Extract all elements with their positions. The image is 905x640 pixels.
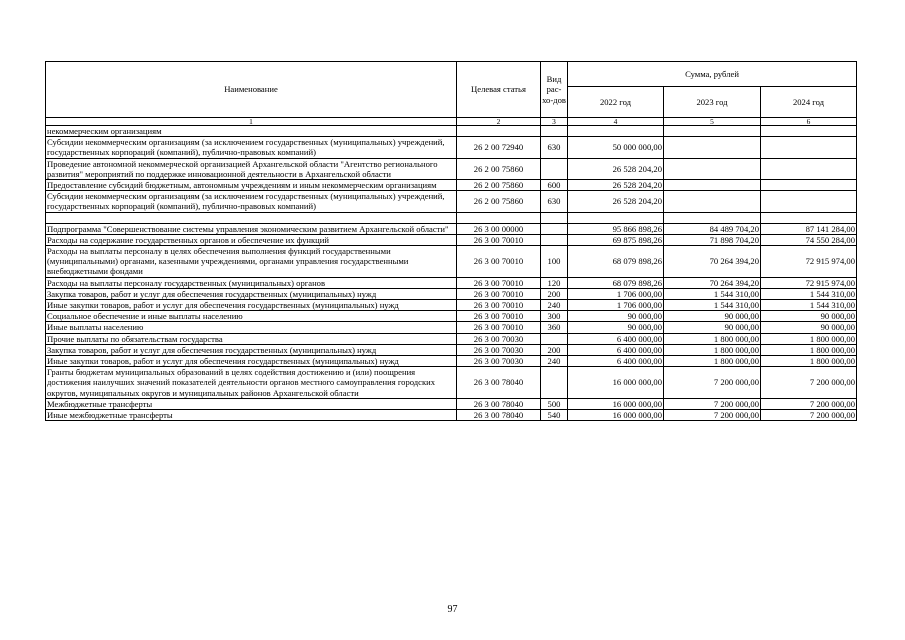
row-amount-2022	[568, 126, 664, 137]
row-amount-2023: 1 544 310,00	[664, 288, 761, 299]
row-amount-2023: 7 200 000,00	[664, 398, 761, 409]
table-row	[46, 410, 857, 421]
row-amount-2023	[664, 126, 761, 137]
row-name: Подпрограмма "Совершенствование системы управления экономическим развитием Архангельской области"	[46, 223, 457, 234]
row-type	[541, 333, 568, 344]
row-amount-2023: 1 800 000,00	[664, 344, 761, 355]
row-type: 630	[541, 191, 568, 212]
row-amount-2022: 6 400 000,00	[568, 344, 664, 355]
row-name: Прочие выплаты по обязательствам государства	[46, 333, 457, 344]
header-name: Наименование	[46, 62, 457, 118]
row-amount-2024: 1 800 000,00	[761, 344, 857, 355]
row-code: 26 3 00 70010	[457, 246, 541, 278]
row-amount-2023: 84 489 704,20	[664, 223, 761, 234]
row-amount-2022: 68 079 898,26	[568, 246, 664, 278]
row-code: 26 3 00 70010	[457, 300, 541, 311]
row-code: 26 3 00 78040	[457, 398, 541, 409]
row-name: Проведение автономной некоммерческой организацией Архангельской области "Агентство регионального развития" мероприятий по поддержке инновационной деятельности в Архангельской области	[46, 158, 457, 179]
row-name: Закупка товаров, работ и услуг для обеспечения государственных (муниципальных) нужд	[46, 344, 457, 355]
table-row	[46, 212, 857, 223]
row-amount-2024	[761, 137, 857, 158]
row-amount-2022: 69 875 898,26	[568, 234, 664, 245]
header-sum: Сумма, рублей	[568, 62, 857, 87]
row-name: Межбюджетные трансферты	[46, 398, 457, 409]
row-name: Субсидии некоммерческим организациям (за исключением государственных (муниципальных) учреждений, государственных корпораций (компаний), публично-правовых компаний)	[46, 137, 457, 158]
row-amount-2024: 1 800 000,00	[761, 356, 857, 367]
row-amount-2023	[664, 137, 761, 158]
row-code: 26 3 00 70010	[457, 277, 541, 288]
row-type	[541, 212, 568, 223]
header-row	[46, 62, 857, 87]
row-amount-2022: 90 000,00	[568, 322, 664, 333]
row-code: 26 2 00 75860	[457, 158, 541, 179]
row-amount-2023: 1 800 000,00	[664, 333, 761, 344]
header-type: Вид рас-хо-дов	[541, 62, 568, 118]
table-row	[46, 322, 857, 333]
row-amount-2022: 16 000 000,00	[568, 398, 664, 409]
row-amount-2022	[568, 212, 664, 223]
table-row	[46, 223, 857, 234]
row-type: 540	[541, 410, 568, 421]
table-row	[46, 300, 857, 311]
row-amount-2023: 7 200 000,00	[664, 367, 761, 399]
row-name: Социальное обеспечение и иные выплаты населению	[46, 311, 457, 322]
table-row	[46, 277, 857, 288]
row-amount-2024: 87 141 284,00	[761, 223, 857, 234]
row-code: 26 3 00 70010	[457, 322, 541, 333]
row-name: Иные выплаты населению	[46, 322, 457, 333]
row-name: Субсидии некоммерческим организациям (за исключением государственных (муниципальных) учреждений, государственных корпораций (компаний), публично-правовых компаний)	[46, 191, 457, 212]
row-amount-2022: 1 706 000,00	[568, 288, 664, 299]
row-amount-2024	[761, 191, 857, 212]
row-amount-2024	[761, 158, 857, 179]
row-code: 26 3 00 70030	[457, 356, 541, 367]
row-name: Закупка товаров, работ и услуг для обеспечения государственных (муниципальных) нужд	[46, 288, 457, 299]
row-amount-2024: 72 915 974,00	[761, 277, 857, 288]
table-row	[46, 398, 857, 409]
header-code: Целевая статья	[457, 62, 541, 118]
row-amount-2024	[761, 212, 857, 223]
table-row	[46, 137, 857, 158]
row-code: 26 3 00 00000	[457, 223, 541, 234]
row-code: 26 3 00 78040	[457, 410, 541, 421]
row-amount-2024	[761, 126, 857, 137]
table-row	[46, 180, 857, 191]
table-row	[46, 356, 857, 367]
row-amount-2022: 1 706 000,00	[568, 300, 664, 311]
row-type: 300	[541, 311, 568, 322]
row-code: 26 3 00 70010	[457, 311, 541, 322]
row-name: Предоставление субсидий бюджетным, автономным учреждениям и иным некоммерческим организациям	[46, 180, 457, 191]
row-amount-2023	[664, 191, 761, 212]
row-amount-2024: 1 544 310,00	[761, 288, 857, 299]
row-name: некоммерческим организациям	[46, 126, 457, 137]
row-type: 240	[541, 356, 568, 367]
row-type: 200	[541, 288, 568, 299]
page-number: 97	[447, 604, 458, 615]
header-year-2022: 2022 год	[568, 87, 664, 118]
row-name: Расходы на содержание государственных органов и обеспечение их функций	[46, 234, 457, 245]
row-code: 26 2 00 75860	[457, 180, 541, 191]
row-amount-2022: 95 866 898,26	[568, 223, 664, 234]
column-number: 2	[457, 118, 541, 126]
row-name: Расходы на выплаты персоналу в целях обеспечения выполнения функций государственными (муниципальными) органами, казенными учреждениями, органами управления государственными внебюджетными фондами	[46, 246, 457, 278]
row-amount-2023: 70 264 394,20	[664, 246, 761, 278]
row-amount-2022: 90 000,00	[568, 311, 664, 322]
table-row	[46, 333, 857, 344]
header-year-2023: 2023 год	[664, 87, 761, 118]
row-name: Иные закупки товаров, работ и услуг для обеспечения государственных (муниципальных) нужд	[46, 300, 457, 311]
table-row	[46, 234, 857, 245]
row-code	[457, 126, 541, 137]
row-amount-2022: 6 400 000,00	[568, 333, 664, 344]
row-amount-2023	[664, 212, 761, 223]
column-numbers-row	[46, 118, 857, 126]
row-amount-2022: 6 400 000,00	[568, 356, 664, 367]
row-amount-2023: 71 898 704,20	[664, 234, 761, 245]
row-amount-2022: 16 000 000,00	[568, 367, 664, 399]
row-type	[541, 158, 568, 179]
row-code: 26 2 00 75860	[457, 191, 541, 212]
row-code: 26 2 00 72940	[457, 137, 541, 158]
row-amount-2023: 90 000,00	[664, 311, 761, 322]
row-amount-2022: 26 528 204,20	[568, 158, 664, 179]
row-amount-2022: 68 079 898,26	[568, 277, 664, 288]
row-name: Расходы на выплаты персоналу государственных (муниципальных) органов	[46, 277, 457, 288]
row-code: 26 3 00 70010	[457, 288, 541, 299]
table-row	[46, 191, 857, 212]
row-amount-2022: 26 528 204,20	[568, 191, 664, 212]
row-amount-2023	[664, 158, 761, 179]
row-code: 26 3 00 70030	[457, 333, 541, 344]
row-type: 500	[541, 398, 568, 409]
row-amount-2022: 16 000 000,00	[568, 410, 664, 421]
row-amount-2024: 7 200 000,00	[761, 398, 857, 409]
row-code: 26 3 00 78040	[457, 367, 541, 399]
row-type	[541, 367, 568, 399]
row-amount-2023: 1 544 310,00	[664, 300, 761, 311]
row-code	[457, 212, 541, 223]
table-row	[46, 288, 857, 299]
row-amount-2024: 7 200 000,00	[761, 367, 857, 399]
row-name	[46, 212, 457, 223]
row-amount-2023: 70 264 394,20	[664, 277, 761, 288]
row-name: Иные межбюджетные трансферты	[46, 410, 457, 421]
table-row	[46, 367, 857, 399]
table-row	[46, 158, 857, 179]
table-body	[46, 126, 857, 421]
table-row	[46, 311, 857, 322]
budget-table	[45, 61, 857, 421]
row-amount-2023: 7 200 000,00	[664, 410, 761, 421]
row-amount-2022: 50 000 000,00	[568, 137, 664, 158]
row-amount-2024: 74 550 284,00	[761, 234, 857, 245]
row-amount-2023: 1 800 000,00	[664, 356, 761, 367]
row-code: 26 3 00 70030	[457, 344, 541, 355]
row-type: 120	[541, 277, 568, 288]
column-number: 3	[541, 118, 568, 126]
row-amount-2024: 1 544 310,00	[761, 300, 857, 311]
row-type: 240	[541, 300, 568, 311]
row-amount-2024: 90 000,00	[761, 322, 857, 333]
row-amount-2022: 26 528 204,20	[568, 180, 664, 191]
row-amount-2024: 90 000,00	[761, 311, 857, 322]
row-amount-2023: 90 000,00	[664, 322, 761, 333]
row-amount-2024: 72 915 974,00	[761, 246, 857, 278]
table-row	[46, 246, 857, 278]
row-code: 26 3 00 70010	[457, 234, 541, 245]
row-type	[541, 223, 568, 234]
column-number: 6	[761, 118, 857, 126]
row-type	[541, 126, 568, 137]
row-amount-2024	[761, 180, 857, 191]
column-number: 4	[568, 118, 664, 126]
table-row	[46, 126, 857, 137]
row-type: 200	[541, 344, 568, 355]
row-type: 360	[541, 322, 568, 333]
table-row	[46, 344, 857, 355]
row-amount-2024: 1 800 000,00	[761, 333, 857, 344]
row-name: Иные закупки товаров, работ и услуг для обеспечения государственных (муниципальных) нужд	[46, 356, 457, 367]
column-number: 5	[664, 118, 761, 126]
column-number: 1	[46, 118, 457, 126]
row-name: Гранты бюджетам муниципальных образований в целях содействия достижению и (или) поощрения достижения наилучших значений показателей деятельности органов местного самоуправления городских округов, муниципальных округов и муниципальных районов Архангельской области	[46, 367, 457, 399]
row-amount-2023	[664, 180, 761, 191]
row-amount-2024: 7 200 000,00	[761, 410, 857, 421]
row-type: 630	[541, 137, 568, 158]
row-type: 600	[541, 180, 568, 191]
header-year-2024: 2024 год	[761, 87, 857, 118]
row-type: 100	[541, 246, 568, 278]
row-type	[541, 234, 568, 245]
